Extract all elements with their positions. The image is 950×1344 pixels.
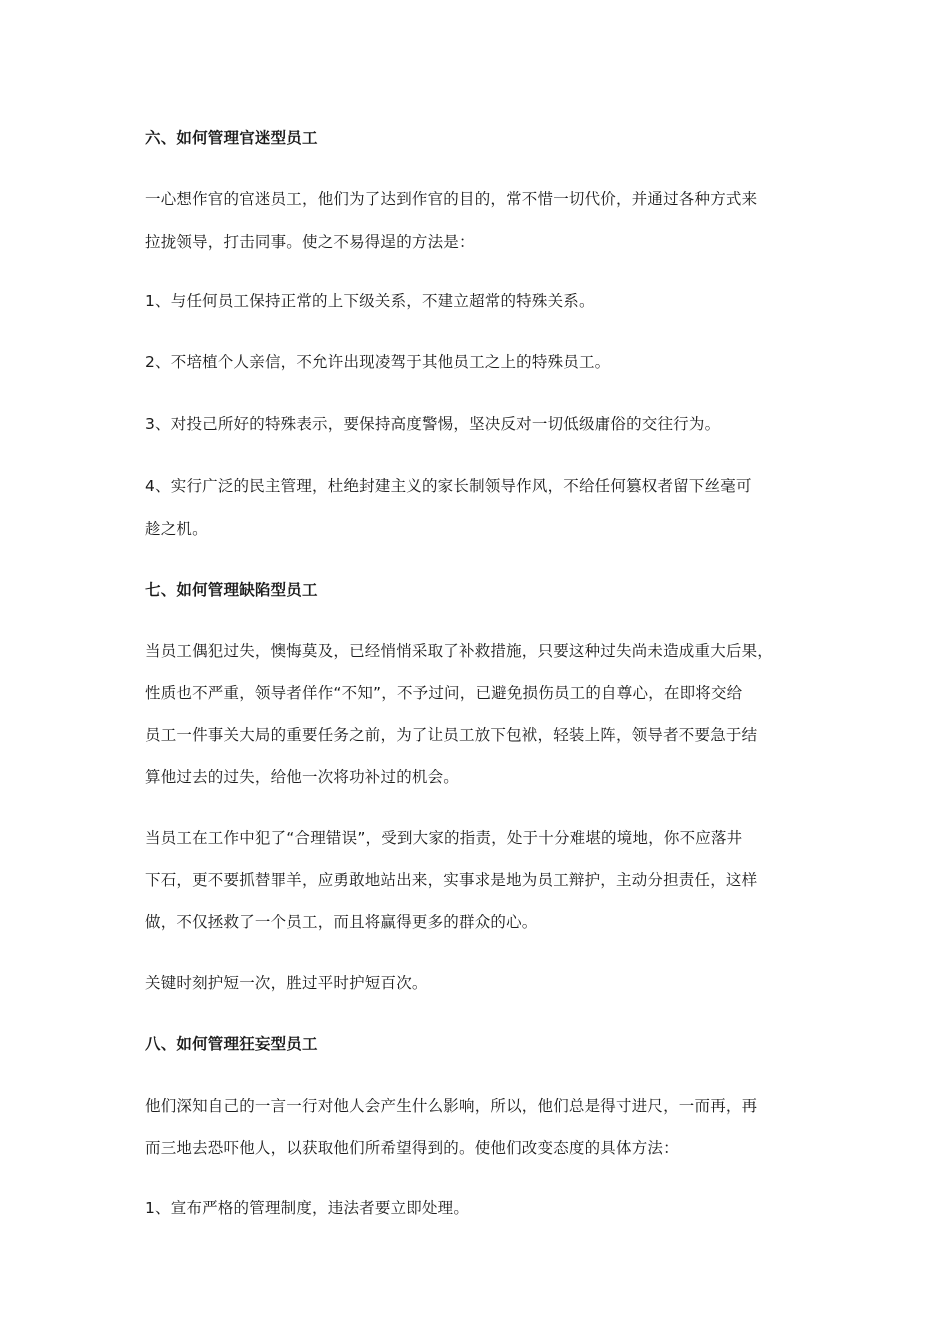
section-7-paragraph-1-line-4: 算他过去的过失，给他一次将功补过的机会。	[145, 768, 460, 786]
section-6-heading: 六、如何管理官迷型员工	[145, 129, 318, 147]
section-7-heading: 七、如何管理缺陷型员工	[145, 581, 318, 599]
section-7-paragraph-3: 关键时刻护短一次，胜过平时护短百次。	[145, 974, 428, 992]
section-7-paragraph-1-line-1: 当员工偶犯过失，懊悔莫及，已经悄悄采取了补救措施，只要这种过失尚未造成重大后果，	[145, 642, 774, 660]
section-7-paragraph-2-line-1: 当员工在工作中犯了“合理错误”，受到大家的指责，处于十分难堪的境地，你不应落井	[145, 829, 743, 847]
section-6-intro-line-2: 拉拢领导，打击同事。使之不易得逞的方法是：	[145, 233, 475, 251]
section-8-intro-line-1: 他们深知自己的一言一行对他人会产生什么影响，所以，他们总是得寸进尺，一而再，再	[145, 1097, 758, 1115]
section-7-paragraph-1-line-2: 性质也不严重，领导者佯作“不知”，不予过问，已避免损伤员工的自尊心，在即将交给	[145, 684, 743, 702]
section-7-paragraph-2-line-3: 做，不仅拯救了一个员工，而且将赢得更多的群众的心。	[145, 913, 538, 931]
section-6-intro-line-1: 一心想作官的官迷员工，他们为了达到作官的目的，常不惜一切代价，并通过各种方式来	[145, 190, 758, 208]
section-7-paragraph-2-line-2: 下石，更不要抓替罪羊，应勇敢地站出来，实事求是地为员工辩护，主动分担责任，这样	[145, 871, 758, 889]
section-6-item-4-line-2: 趁之机。	[145, 520, 208, 538]
section-8-intro-line-2: 而三地去恐吓他人，以获取他们所希望得到的。使他们改变态度的具体方法：	[145, 1139, 679, 1157]
section-6-item-3: 3、对投己所好的特殊表示，要保持高度警惕，坚决反对一切低级庸俗的交往行为。	[145, 415, 721, 433]
section-6-item-4-line-1: 4、实行广泛的民主管理，杜绝封建主义的家长制领导作风，不给任何篡权者留下丝毫可	[145, 477, 752, 495]
section-6-item-1: 1、与任何员工保持正常的上下级关系，不建立超常的特殊关系。	[145, 292, 595, 310]
section-6-item-2: 2、不培植个人亲信，不允许出现凌驾于其他员工之上的特殊员工。	[145, 353, 611, 371]
section-8-item-1: 1、宣布严格的管理制度，违法者要立即处理。	[145, 1199, 470, 1217]
section-8-heading: 八、如何管理狂妄型员工	[145, 1035, 318, 1053]
section-7-paragraph-1-line-3: 员工一件事关大局的重要任务之前，为了让员工放下包袱，轻装上阵，领导者不要急于结	[145, 726, 758, 744]
